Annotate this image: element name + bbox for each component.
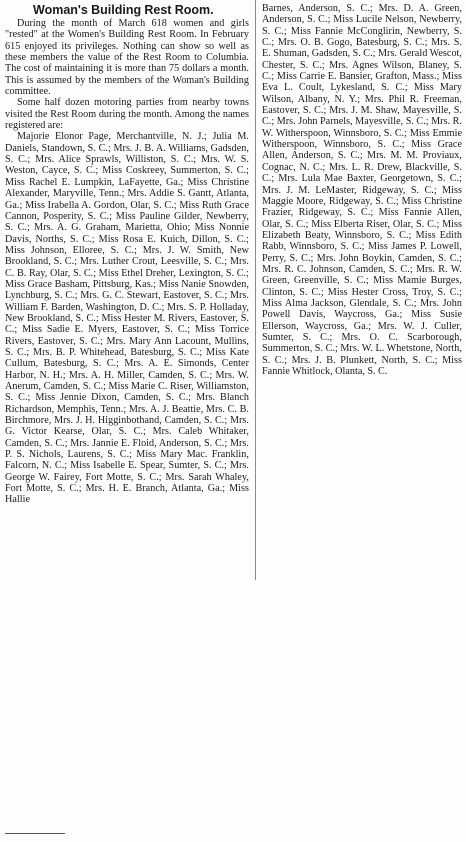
registered-names-list-part-2: Barnes, Anderson, S. C.; Mrs. D. A. Green, Anderson, S. C.; Miss Lucile Nelson, Newberry, S. C.; Miss Fannie McConglirin, Newberry, S. C.; Mrs. O. B. Gogo, Batesburg, S. C.; Mrs. S. E. Shuman, Gadsden, S. C.; Mrs. Gerald Wescot, Chester, S. C.; Mrs. Agnes Wilson, Blaney, S. C.; Miss Carrie E. Bansier, Grafton, Mass.; Miss Eva L. Coult, Lykesland, S. C.; Miss Mary Wilson, Albany, N. Y.; Mrs. Phil R. Freeman, Eastover, S. C.; Mrs. J. M. Shaw, Mayesville, S. C.; Mrs. John Parnels, Mayesville, S. C.; Mrs. R. W. Witherspoon, Winnsboro, S. C.; Miss Emmie Witherspoon, Winnsboro, S. C.; Miss Grace Allen, Anderson, S. C.; Mrs. M. M. Proviaux, Cognac, N. C.; Mrs. L. R. Drew, Blackville, S. C.; Mrs. Lula Mae Baxter, Georgetown, S. C.; Mrs. J. M. LeMaster, Ridgeway, S. C.; Miss Maggie Moore, Ridgeway, S. C.; Miss Christine Frazier, Ridgeway, S. C.; Miss Fannie Allen, Olar, S. C.; Miss Elberta Riser, Olar, S. C.; Miss Elizabeth Beaty, Winnsboro, S. C.; Miss Edith Rabb, Winnsboro, S. C.; Miss James P. Lowell, Perry, S. C.; Mrs. John Boykin, Camden, S. C.; Mrs. R. C. Johnson, Camden, S. C.; Mrs. R. W. Green, Greenville, S. C.; Miss Mamie Burges, Clinton, S. C.; Miss Hester Cross, Troy, S. C.; Miss Alma Jackson, Glendale, S. C.; Mrs. John Powell Davis, Waycross, Ga.; Miss Susie Ellerson, Waycross, Ga.; Mrs. W. J. Culler, Sumter, S. C.; Mrs. O. C. Scarborough, Summerton, S. C.; Mrs. W. L. Whetstone, North, S. C.; Mrs. J. B. Plunkett, North, S. C.; Miss Fannie Whitlock, Olanta, S. C. xyxy=(262,3,462,377)
right-column xyxy=(262,3,462,377)
registered-names-list-part-1: Majorie Elonor Page, Merchantville, N. J.; Julia M. Daniels, Standown, S. C.; Mrs. J. B. A. Williams, Gadsden, S. C.; Mrs. Alice Sprawls, Williston, S. C.; Mrs. W. S. Weston, Cayce, S. C.; Miss Coskreey, Summerton, S. C.; Miss Rachel E. Lumpkin, LaFayette, Ga.; Miss Christine Alexander, Maryville, Tenn.; Mrs. Addie S. Gantt, Atlanta, Ga.; Miss Irabella A. Gordon, Olar, S. C.; Miss Ruth Grace Cannon, Posperity, S. C.; Miss Pauline Gilder, Newberry, S. C.; Mrs. A. G. Graham, Marietta, Ohio; Miss Nonnie Davis, Norths, S. C.; Miss Rosa E. Kuich, Dillon, S. C.; Miss Johnson, Elloree, S. C.; Mrs. J. W. Smith, New Brookland, S. C.; Mrs. Luther Crout, Leesville, S. C.; Mrs. C. B. Ray, Olar, S. C.; Miss Ethel Dreher, Lexington, S. C.; Miss Grace Basham, Pittsburg, Kas.; Miss Nanie Snowden, Lynchburg, S. C.; Mrs. G. C. Stewart, Eastover, S. C.; Mrs. William F. Barden, Washington, D. C.; Mrs. S. P. Holladay, New Brookland, S. C.; Miss Hester M. Rivers, Eastover, S. C.; Miss Sadie E. Myers, Eastover, S. C.; Miss Torrice Rivers, Eastover, S. C.; Mrs. Mary Ann Lacount, Mullins, S. C.; Mrs. B. P. Whitehead, Batesburg, S. C.; Miss Kate Cullum, Batesburg, S. C.; Mrs. A. E. Simonds, Center Harbor, N. H.; Mrs. A. H. Miller, Camden, S. C.; Mrs. W. Anerum, Camden, S. C.; Miss Marie C. Riser, Williamston, S. C.; Miss Jennie Dixon, Camden, S. C.; Mrs. Blanch Richardson, Memphis, Tenn.; Mrs. A. J. Beattie, Mrs. C. B. Birchmore, Mrs. J. H. Higginbothand, Camden, S. C.; Mrs. G. Victor Kearse, Olar, S. C.; Mrs. Caleb Whitaker, Camden, S. C.; Mrs. Jannie E. Floid, Anderson, S. C.; Mrs. P. S. Nichols, Laurens, S. C.; Miss Mary Mac. Franklin, Falcorn, N. C.; Miss Isabelle E. Spear, Sumter, S. C.; Mrs. George W. Fairey, Fort Motte, S. C.; Mrs. Sarah Whaley, Fort Motte, S. C.; Mrs. H. E. Branch, Atlanta, Ga.; Miss Hallie xyxy=(5,131,249,506)
article-paragraph-intro: During the month of March 618 women and girls "rested" at the Women's Building Rest Room. In February 615 enjoyed its privileges. Nothing can show so well as these members the value of the Rest Room to Columbia. The cost of maintaining it is more than 75 dollars a month. This is assumed by the members of the Woman's Building committee. xyxy=(5,18,249,98)
end-rule xyxy=(5,833,65,834)
article-headline: Woman's Building Rest Room. xyxy=(33,3,214,17)
left-column xyxy=(5,3,249,506)
column-divider xyxy=(255,0,256,580)
article-paragraph-visitors: Some half dozen motoring parties from nearby towns visited the Rest Room during the month. Among the names registered are: xyxy=(5,97,249,132)
